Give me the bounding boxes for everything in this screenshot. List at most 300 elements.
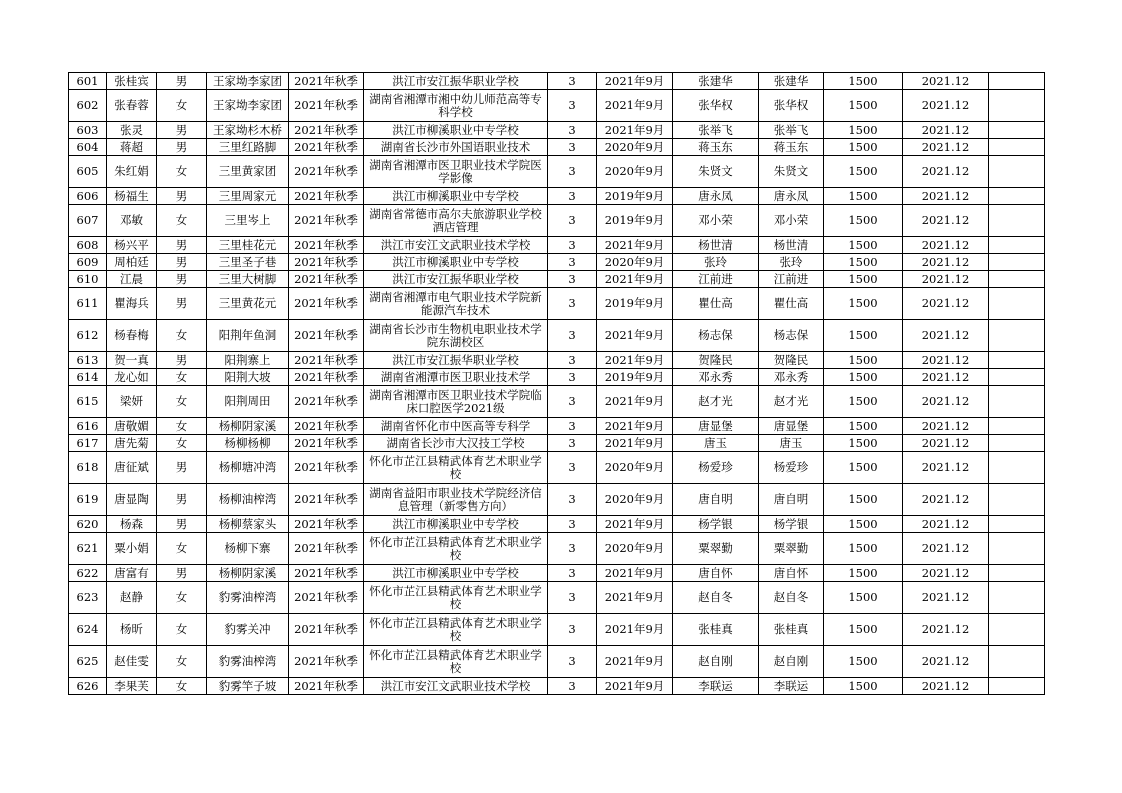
cell-school: 湖南省长沙市外国语职业技术 [364,139,548,156]
cell-enroll-date: 2021年9月 [597,73,673,90]
cell-index: 610 [69,271,107,288]
table-row [69,237,1045,254]
cell-school: 怀化市芷江县精武体育艺术职业学校 [364,582,548,614]
cell-account-holder: 张桂真 [759,614,824,646]
cell-name: 粟小娟 [107,533,157,565]
cell-amount: 1500 [824,484,903,516]
cell-amount: 1500 [824,122,903,139]
cell-school: 洪江市柳溪职业中专学校 [364,516,548,533]
cell-term: 2021年秋季 [289,646,364,678]
cell-name: 赵佳雯 [107,646,157,678]
cell-enroll-date: 2020年9月 [597,533,673,565]
table-row [69,533,1045,565]
cell-index: 606 [69,188,107,205]
cell-amount: 1500 [824,271,903,288]
cell-note [989,320,1045,352]
table-row [69,646,1045,678]
cell-guardian: 江前进 [673,271,759,288]
cell-name: 张桂宾 [107,73,157,90]
cell-school: 湖南省湘潭市医卫职业技术学院临床口腔医学2021级 [364,386,548,418]
cell-guardian: 瞿仕高 [673,288,759,320]
cell-account-holder: 杨世清 [759,237,824,254]
cell-name: 蒋超 [107,139,157,156]
cell-note [989,122,1045,139]
cell-years: 3 [548,452,597,484]
cell-term: 2021年秋季 [289,614,364,646]
cell-school: 湖南省长沙市生物机电职业技术学院东湖校区 [364,320,548,352]
cell-index: 611 [69,288,107,320]
cell-sex: 女 [157,435,207,452]
cell-location: 三里桂花元 [207,237,289,254]
cell-guardian: 唐玉 [673,435,759,452]
table-row [69,435,1045,452]
cell-guardian: 唐自怀 [673,565,759,582]
cell-enroll-date: 2021年9月 [597,646,673,678]
cell-name: 张春蓉 [107,90,157,122]
cell-guardian: 贺隆民 [673,352,759,369]
cell-years: 3 [548,271,597,288]
cell-location: 三里黄家团 [207,156,289,188]
cell-term: 2021年秋季 [289,90,364,122]
cell-issue-date: 2021.12 [903,90,989,122]
cell-guardian: 邓小荣 [673,205,759,237]
cell-note [989,386,1045,418]
cell-school: 洪江市柳溪职业中专学校 [364,565,548,582]
cell-note [989,139,1045,156]
cell-guardian: 赵自冬 [673,582,759,614]
cell-term: 2021年秋季 [289,452,364,484]
cell-term: 2021年秋季 [289,678,364,695]
cell-name: 李果芙 [107,678,157,695]
cell-enroll-date: 2020年9月 [597,156,673,188]
cell-amount: 1500 [824,418,903,435]
cell-sex: 男 [157,288,207,320]
cell-sex: 男 [157,254,207,271]
cell-enroll-date: 2021年9月 [597,352,673,369]
cell-amount: 1500 [824,237,903,254]
cell-amount: 1500 [824,565,903,582]
cell-note [989,452,1045,484]
cell-amount: 1500 [824,435,903,452]
cell-enroll-date: 2021年9月 [597,582,673,614]
cell-issue-date: 2021.12 [903,369,989,386]
cell-amount: 1500 [824,369,903,386]
cell-index: 615 [69,386,107,418]
cell-name: 赵静 [107,582,157,614]
table-row [69,139,1045,156]
cell-amount: 1500 [824,386,903,418]
cell-guardian: 唐显堡 [673,418,759,435]
cell-location: 三里大树脚 [207,271,289,288]
cell-term: 2021年秋季 [289,484,364,516]
cell-term: 2021年秋季 [289,320,364,352]
cell-term: 2021年秋季 [289,418,364,435]
cell-guardian: 杨志保 [673,320,759,352]
cell-index: 607 [69,205,107,237]
cell-note [989,205,1045,237]
cell-index: 604 [69,139,107,156]
table-row [69,122,1045,139]
cell-location: 豹雾油榨湾 [207,582,289,614]
cell-name: 邓敏 [107,205,157,237]
cell-account-holder: 赵自冬 [759,582,824,614]
cell-issue-date: 2021.12 [903,614,989,646]
cell-school: 湖南省常德市高尔夫旅游职业学校酒店管理 [364,205,548,237]
cell-account-holder: 唐玉 [759,435,824,452]
cell-name: 张灵 [107,122,157,139]
table-row [69,452,1045,484]
cell-school: 湖南省益阳市职业技术学院经济信息管理（新零售方向） [364,484,548,516]
cell-sex: 男 [157,352,207,369]
cell-note [989,369,1045,386]
cell-enroll-date: 2021年9月 [597,90,673,122]
cell-location: 王家坳李家团 [207,73,289,90]
cell-issue-date: 2021.12 [903,271,989,288]
cell-guardian: 粟翠勤 [673,533,759,565]
cell-years: 3 [548,435,597,452]
cell-location: 阳荆周田 [207,386,289,418]
cell-index: 622 [69,565,107,582]
cell-sex: 男 [157,271,207,288]
cell-note [989,533,1045,565]
table-row [69,73,1045,90]
cell-name: 杨兴平 [107,237,157,254]
cell-account-holder: 唐永凤 [759,188,824,205]
cell-sex: 男 [157,452,207,484]
cell-location: 杨柳下寨 [207,533,289,565]
cell-location: 阳荆寨上 [207,352,289,369]
cell-enroll-date: 2021年9月 [597,614,673,646]
cell-name: 杨昕 [107,614,157,646]
cell-location: 豹雾油榨湾 [207,646,289,678]
cell-sex: 女 [157,678,207,695]
cell-index: 603 [69,122,107,139]
cell-issue-date: 2021.12 [903,678,989,695]
cell-sex: 男 [157,139,207,156]
cell-note [989,156,1045,188]
cell-sex: 女 [157,386,207,418]
cell-name: 瞿海兵 [107,288,157,320]
table-row [69,678,1045,695]
cell-sex: 女 [157,156,207,188]
cell-note [989,678,1045,695]
cell-school: 洪江市柳溪职业中专学校 [364,188,548,205]
cell-index: 609 [69,254,107,271]
cell-enroll-date: 2019年9月 [597,288,673,320]
cell-guardian: 张桂真 [673,614,759,646]
cell-school: 洪江市安江文武职业技术学校 [364,678,548,695]
cell-account-holder: 唐自明 [759,484,824,516]
cell-account-holder: 赵自刚 [759,646,824,678]
table-row [69,352,1045,369]
cell-amount: 1500 [824,533,903,565]
cell-index: 623 [69,582,107,614]
cell-years: 3 [548,139,597,156]
cell-issue-date: 2021.12 [903,320,989,352]
cell-years: 3 [548,237,597,254]
cell-location: 三里圣子巷 [207,254,289,271]
cell-sex: 男 [157,73,207,90]
cell-location: 阳荆年鱼洞 [207,320,289,352]
cell-years: 3 [548,369,597,386]
cell-issue-date: 2021.12 [903,386,989,418]
cell-term: 2021年秋季 [289,369,364,386]
cell-name: 周柏廷 [107,254,157,271]
cell-account-holder: 张玲 [759,254,824,271]
cell-index: 601 [69,73,107,90]
cell-sex: 女 [157,582,207,614]
cell-years: 3 [548,516,597,533]
cell-index: 617 [69,435,107,452]
cell-amount: 1500 [824,320,903,352]
cell-account-holder: 张举飞 [759,122,824,139]
cell-term: 2021年秋季 [289,271,364,288]
table-row [69,320,1045,352]
cell-account-holder: 粟翠勤 [759,533,824,565]
cell-school: 洪江市安江振华职业学校 [364,271,548,288]
cell-issue-date: 2021.12 [903,188,989,205]
table-row [69,614,1045,646]
table-row [69,386,1045,418]
cell-location: 杨柳杨柳 [207,435,289,452]
cell-term: 2021年秋季 [289,254,364,271]
cell-enroll-date: 2021年9月 [597,516,673,533]
cell-guardian: 张建华 [673,73,759,90]
cell-enroll-date: 2020年9月 [597,139,673,156]
cell-note [989,352,1045,369]
cell-location: 阳荆大坡 [207,369,289,386]
cell-amount: 1500 [824,352,903,369]
cell-enroll-date: 2021年9月 [597,565,673,582]
cell-note [989,565,1045,582]
cell-issue-date: 2021.12 [903,205,989,237]
cell-school: 湖南省长沙市大汉技工学校 [364,435,548,452]
cell-sex: 女 [157,614,207,646]
table-row [69,188,1045,205]
cell-guardian: 唐永凤 [673,188,759,205]
cell-note [989,288,1045,320]
cell-location: 三里红路脚 [207,139,289,156]
cell-note [989,435,1045,452]
cell-name: 龙心如 [107,369,157,386]
cell-school: 湖南省湘潭市医卫职业技术学 [364,369,548,386]
cell-school: 湖南省湘潭市湘中幼儿师范高等专科学校 [364,90,548,122]
cell-account-holder: 瞿仕高 [759,288,824,320]
cell-issue-date: 2021.12 [903,533,989,565]
cell-school: 湖南省怀化市中医高等专科学 [364,418,548,435]
cell-years: 3 [548,90,597,122]
cell-term: 2021年秋季 [289,582,364,614]
cell-account-holder: 赵才光 [759,386,824,418]
cell-enroll-date: 2020年9月 [597,484,673,516]
table-row [69,484,1045,516]
cell-sex: 男 [157,188,207,205]
cell-guardian: 张玲 [673,254,759,271]
cell-amount: 1500 [824,139,903,156]
cell-enroll-date: 2020年9月 [597,254,673,271]
table-row [69,582,1045,614]
cell-account-holder: 杨爱珍 [759,452,824,484]
cell-school: 怀化市芷江县精武体育艺术职业学校 [364,646,548,678]
cell-index: 624 [69,614,107,646]
cell-guardian: 赵才光 [673,386,759,418]
table-row [69,288,1045,320]
cell-enroll-date: 2021年9月 [597,418,673,435]
cell-issue-date: 2021.12 [903,582,989,614]
cell-name: 贺一真 [107,352,157,369]
cell-enroll-date: 2019年9月 [597,369,673,386]
cell-term: 2021年秋季 [289,205,364,237]
cell-enroll-date: 2021年9月 [597,678,673,695]
cell-issue-date: 2021.12 [903,237,989,254]
cell-sex: 女 [157,533,207,565]
cell-guardian: 张举飞 [673,122,759,139]
cell-name: 梁妍 [107,386,157,418]
cell-school: 怀化市芷江县精武体育艺术职业学校 [364,614,548,646]
cell-guardian: 杨学银 [673,516,759,533]
cell-amount: 1500 [824,205,903,237]
cell-amount: 1500 [824,678,903,695]
cell-sex: 男 [157,237,207,254]
cell-school: 湖南省湘潭市电气职业技术学院新能源汽车技术 [364,288,548,320]
cell-name: 杨福生 [107,188,157,205]
cell-guardian: 杨爱珍 [673,452,759,484]
cell-issue-date: 2021.12 [903,565,989,582]
cell-enroll-date: 2020年9月 [597,452,673,484]
cell-years: 3 [548,418,597,435]
cell-index: 614 [69,369,107,386]
cell-account-holder: 张建华 [759,73,824,90]
cell-account-holder: 贺隆民 [759,352,824,369]
cell-amount: 1500 [824,188,903,205]
cell-years: 3 [548,254,597,271]
cell-account-holder: 唐自怀 [759,565,824,582]
cell-term: 2021年秋季 [289,352,364,369]
cell-sex: 女 [157,369,207,386]
cell-school: 洪江市柳溪职业中专学校 [364,122,548,139]
cell-enroll-date: 2019年9月 [597,188,673,205]
cell-amount: 1500 [824,516,903,533]
cell-index: 618 [69,452,107,484]
cell-index: 616 [69,418,107,435]
cell-account-holder: 邓永秀 [759,369,824,386]
cell-school: 洪江市柳溪职业中专学校 [364,254,548,271]
table-row [69,90,1045,122]
cell-note [989,237,1045,254]
cell-sex: 女 [157,418,207,435]
cell-amount: 1500 [824,452,903,484]
cell-years: 3 [548,678,597,695]
cell-school: 怀化市芷江县精武体育艺术职业学校 [364,452,548,484]
cell-account-holder: 张华权 [759,90,824,122]
cell-issue-date: 2021.12 [903,418,989,435]
cell-term: 2021年秋季 [289,237,364,254]
cell-name: 杨森 [107,516,157,533]
cell-location: 王家坳李家团 [207,90,289,122]
cell-years: 3 [548,533,597,565]
cell-term: 2021年秋季 [289,533,364,565]
table-row [69,254,1045,271]
cell-school: 怀化市芷江县精武体育艺术职业学校 [364,533,548,565]
cell-years: 3 [548,320,597,352]
cell-index: 619 [69,484,107,516]
cell-issue-date: 2021.12 [903,452,989,484]
table-row [69,369,1045,386]
cell-note [989,418,1045,435]
cell-issue-date: 2021.12 [903,484,989,516]
cell-location: 杨柳油榨湾 [207,484,289,516]
cell-years: 3 [548,205,597,237]
cell-issue-date: 2021.12 [903,254,989,271]
cell-note [989,614,1045,646]
cell-account-holder: 杨学银 [759,516,824,533]
cell-enroll-date: 2021年9月 [597,237,673,254]
cell-note [989,484,1045,516]
cell-account-holder: 蒋玉东 [759,139,824,156]
cell-term: 2021年秋季 [289,435,364,452]
cell-note [989,271,1045,288]
cell-name: 唐先菊 [107,435,157,452]
cell-term: 2021年秋季 [289,516,364,533]
cell-years: 3 [548,565,597,582]
cell-index: 612 [69,320,107,352]
cell-account-holder: 杨志保 [759,320,824,352]
table-row [69,271,1045,288]
cell-amount: 1500 [824,73,903,90]
table-row [69,516,1045,533]
cell-account-holder: 朱贤文 [759,156,824,188]
cell-issue-date: 2021.12 [903,516,989,533]
cell-note [989,90,1045,122]
cell-years: 3 [548,352,597,369]
cell-index: 621 [69,533,107,565]
cell-sex: 男 [157,565,207,582]
cell-location: 杨柳蔡家头 [207,516,289,533]
cell-amount: 1500 [824,90,903,122]
cell-guardian: 唐自明 [673,484,759,516]
cell-note [989,73,1045,90]
cell-term: 2021年秋季 [289,288,364,320]
cell-school: 洪江市安江文武职业技术学校 [364,237,548,254]
cell-sex: 女 [157,646,207,678]
cell-sex: 女 [157,90,207,122]
cell-enroll-date: 2019年9月 [597,205,673,237]
cell-years: 3 [548,122,597,139]
cell-index: 608 [69,237,107,254]
cell-index: 626 [69,678,107,695]
cell-guardian: 李联运 [673,678,759,695]
cell-index: 625 [69,646,107,678]
cell-guardian: 赵自刚 [673,646,759,678]
cell-issue-date: 2021.12 [903,352,989,369]
cell-note [989,516,1045,533]
cell-term: 2021年秋季 [289,139,364,156]
cell-location: 王家坳杉木桥 [207,122,289,139]
table-row [69,418,1045,435]
cell-index: 605 [69,156,107,188]
cell-sex: 男 [157,122,207,139]
cell-name: 唐富有 [107,565,157,582]
cell-account-holder: 李联运 [759,678,824,695]
cell-location: 豹雾竿子坡 [207,678,289,695]
cell-location: 杨柳阴家溪 [207,418,289,435]
cell-name: 朱红娟 [107,156,157,188]
cell-account-holder: 唐显堡 [759,418,824,435]
cell-note [989,188,1045,205]
cell-guardian: 蒋玉东 [673,139,759,156]
cell-name: 杨春梅 [107,320,157,352]
cell-note [989,582,1045,614]
